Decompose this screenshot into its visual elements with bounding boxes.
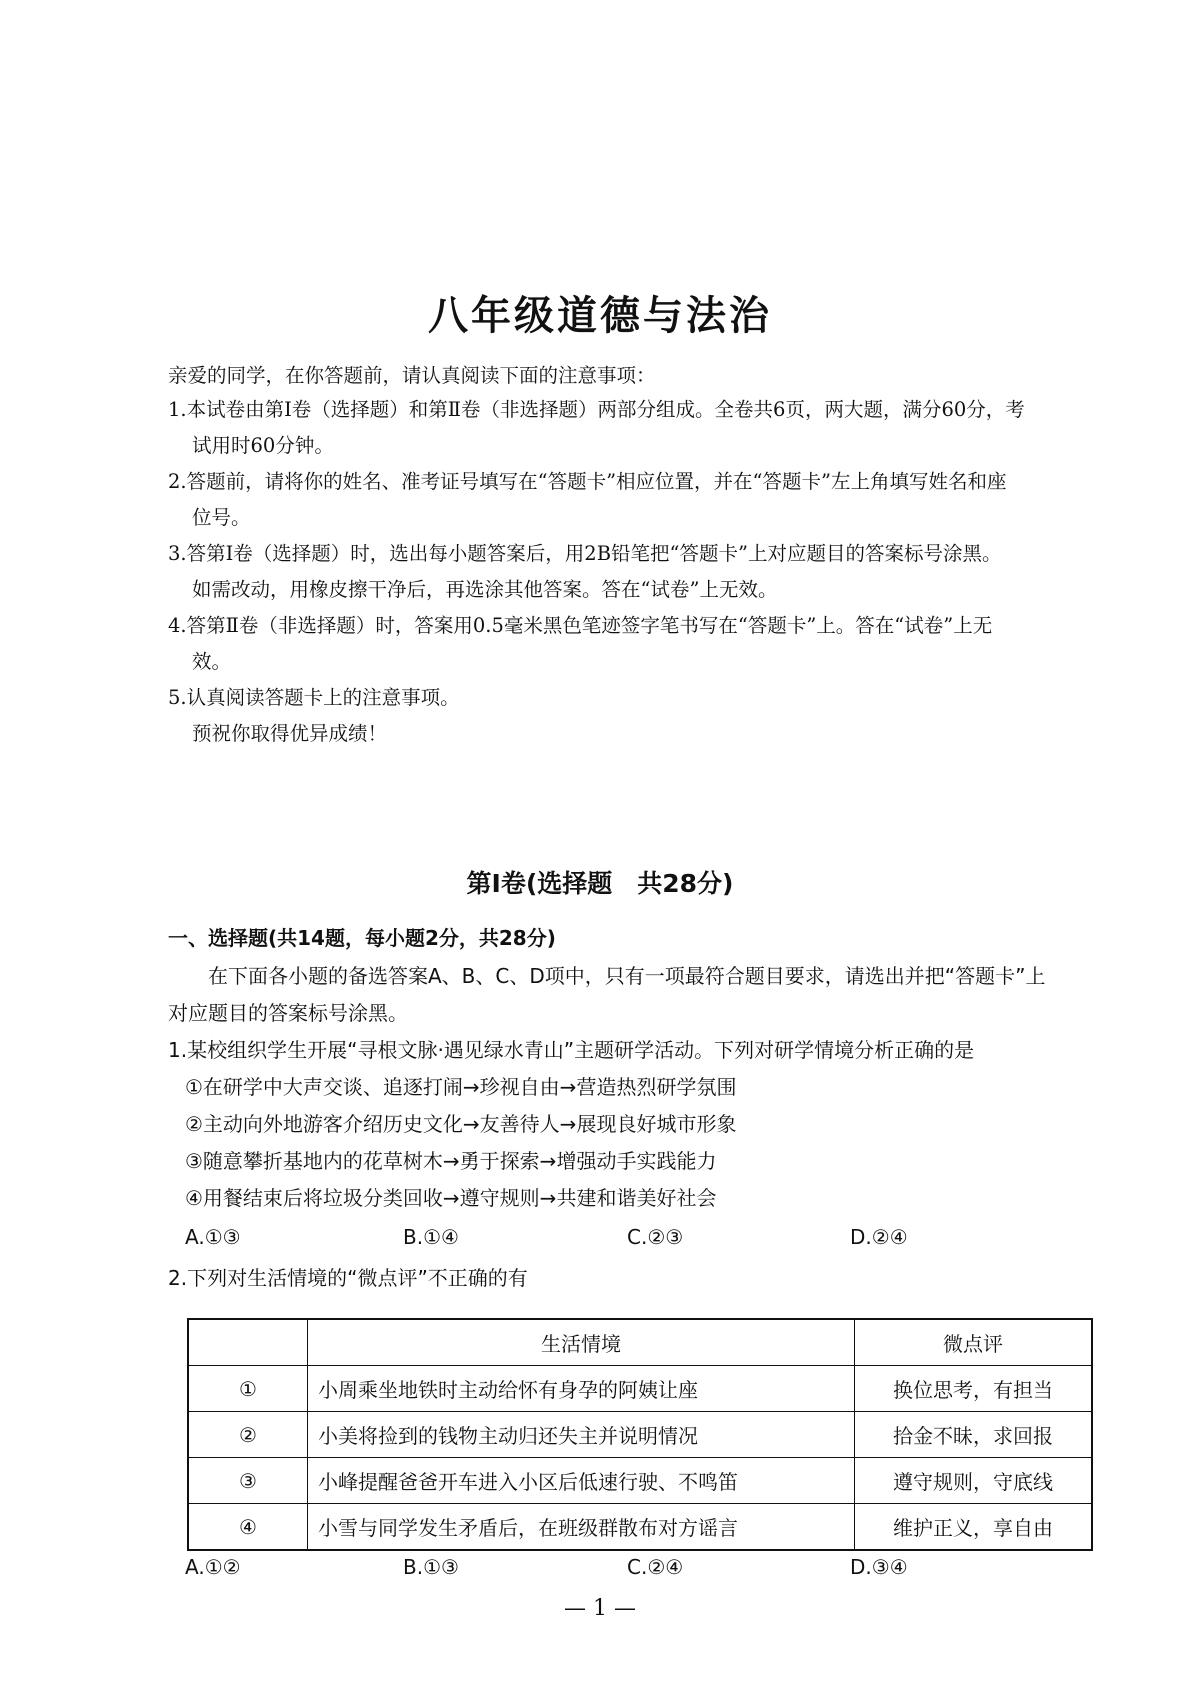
exam-title: 八年级道德与法治 <box>428 293 772 339</box>
notice-line-6: 如需改动，用橡皮擦干净后，再选涂其他答案。答在“试卷”上无效。 <box>192 578 778 601</box>
question-2-option-c: C.②④ <box>627 1555 684 1579</box>
notice-line-8: 效。 <box>192 650 232 673</box>
notice-line-9: 5.认真阅读答题卡上的注意事项。 <box>168 686 460 709</box>
table-cell: 小周乘坐地铁时主动给怀有身孕的阿姨让座 <box>308 1366 855 1412</box>
table-cell: 拾金不昧，求回报 <box>855 1412 1093 1458</box>
section-title: 第Ⅰ卷(选择题 共28分) <box>466 869 734 898</box>
table-row <box>188 1366 1092 1412</box>
question-1-item-3: ③随意攀折基地内的花草树木→勇于探索→增强动手实践能力 <box>185 1149 717 1173</box>
question-1-item-4: ④用餐结束后将垃圾分类回收→遵守规则→共建和谐美好社会 <box>185 1186 717 1210</box>
notice-line-1: 1.本试卷由第Ⅰ卷（选择题）和第Ⅱ卷（非选择题）两部分组成。全卷共6页，两大题，满分60分，考 <box>168 398 1025 421</box>
table-cell: 小美将捡到的钱物主动归还失主并说明情况 <box>308 1412 855 1458</box>
table-row <box>188 1412 1092 1458</box>
notice-line-7: 4.答第Ⅱ卷（非选择题）时，答案用0.5毫米黑色笔迹签字笔书写在“答题卡”上。答在“试卷”上无 <box>168 614 993 637</box>
table-header-cell <box>188 1319 308 1366</box>
table-cell: 小峰提醒爸爸开车进入小区后低速行驶、不鸣笛 <box>308 1458 855 1504</box>
question-1-stem: 1.某校组织学生开展“寻根文脉·遇见绿水青山”主题研学活动。下列对研学情境分析正确的是 <box>168 1038 975 1062</box>
table-cell: 小雪与同学发生矛盾后，在班级群散布对方谣言 <box>308 1504 855 1551</box>
question-1-item-1: ①在研学中大声交谈、追逐打闹→珍视自由→营造热烈研学氛围 <box>185 1075 737 1099</box>
notice-line-4: 位号。 <box>192 506 251 529</box>
question-2-option-a: A.①② <box>185 1555 241 1579</box>
table-cell: 换位思考，有担当 <box>855 1366 1093 1412</box>
question-1-option-b: B.①④ <box>403 1225 459 1249</box>
notice-line-5: 3.答第Ⅰ卷（选择题）时，选出每小题答案后，用2B铅笔把“答题卡”上对应题目的答案标号涂黑。 <box>168 542 1002 565</box>
table-cell: ① <box>188 1366 308 1412</box>
question-1-option-d: D.②④ <box>850 1225 908 1249</box>
notice-intro: 亲爱的同学，在你答题前，请认真阅读下面的注意事项： <box>168 364 656 387</box>
table-cell: ③ <box>188 1458 308 1504</box>
table-cell: ② <box>188 1412 308 1458</box>
table-header-cell: 生活情境 <box>308 1319 855 1366</box>
page-number: — 1 — <box>564 1596 636 1621</box>
instruction-line-1: 在下面各小题的备选答案A、B、C、D项中，只有一项最符合题目要求，请选出并把“答题卡”上 <box>208 964 1046 988</box>
question-2-option-b: B.①③ <box>403 1555 459 1579</box>
question-2-stem: 2.下列对生活情境的“微点评”不正确的有 <box>168 1266 528 1290</box>
question-1-item-2: ②主动向外地游客介绍历史文化→友善待人→展现良好城市形象 <box>185 1112 737 1136</box>
table-cell: 维护正义，享自由 <box>855 1504 1093 1551</box>
table-header-cell: 微点评 <box>855 1319 1093 1366</box>
notice-line-2: 试用时60分钟。 <box>192 434 334 457</box>
table-row <box>188 1458 1092 1504</box>
question-2-table <box>187 1318 1093 1551</box>
notice-line-10: 预祝你取得优异成绩！ <box>192 722 388 745</box>
table-row <box>188 1504 1092 1551</box>
instruction-line-2: 对应题目的答案标号涂黑。 <box>168 1001 408 1025</box>
question-2-option-d: D.③④ <box>850 1555 908 1579</box>
part-heading: 一、选择题(共14题，每小题2分，共28分) <box>168 926 556 950</box>
table-header-row <box>188 1319 1092 1366</box>
question-1-option-c: C.②③ <box>627 1225 684 1249</box>
notice-line-3: 2.答题前，请将你的姓名、准考证号填写在“答题卡”相应位置，并在“答题卡”左上角填写姓名和座 <box>168 470 1007 493</box>
table-cell: 遵守规则，守底线 <box>855 1458 1093 1504</box>
table-cell: ④ <box>188 1504 308 1551</box>
question-1-option-a: A.①③ <box>185 1225 241 1249</box>
